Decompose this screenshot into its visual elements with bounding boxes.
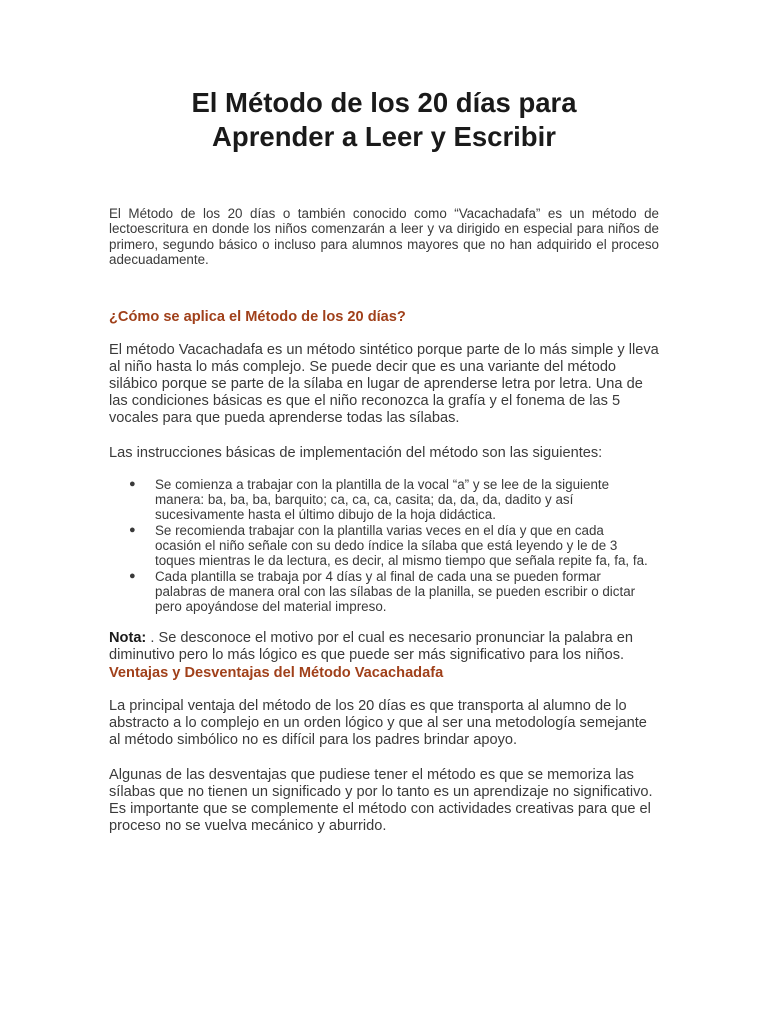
title-line-2: Aprender a Leer y Escribir: [212, 121, 556, 152]
note-paragraph: [109, 630, 659, 664]
section-heading-pros-cons: Ventajas y Desventajas del Método Vacachadafa: [109, 664, 444, 681]
list-item: [109, 477, 659, 523]
list-item: [109, 569, 659, 615]
instructions-list: [109, 477, 659, 615]
body-paragraph-2: Las instrucciones básicas de implementación del método son las siguientes:: [109, 444, 603, 461]
bullet-icon: ●: [129, 523, 136, 536]
bullet-icon: ●: [129, 569, 136, 582]
bullet-icon: ●: [129, 477, 136, 490]
note-label: Nota:: [109, 629, 147, 646]
section-heading-how-to-apply: ¿Cómo se aplica el Método de los 20 días?: [109, 308, 406, 325]
body-paragraph-1: El método Vacachadafa es un método sintético porque parte de lo más simple y lleva al niño hasta lo más complejo. Se puede decir que es una variante del método silábico porque se parte de la sílaba en lugar de aprenderse letra por letra. Una de las condiciones básicas es que el niño reconozca la grafía y el fonema de las 5 vocales para que pueda aprenderse todas las sílabas.: [109, 341, 659, 427]
body-paragraph-3: La principal ventaja del método de los 20 días es que transporta al alumno de lo abstracto a lo complejo en un orden lógico y que al ser una metodología semejante al método simbólico no es difícil para los padres brindar apoyo.: [109, 697, 647, 749]
document-page: [109, 86, 659, 835]
note-text: . Se desconoce el motivo por el cual es necesario pronunciar la palabra en diminutivo pero lo más lógico es que puede ser más significativo para los niños.: [109, 629, 634, 663]
list-item-text: Se comienza a trabajar con la plantilla de la vocal “a” y se lee de la siguiente manera: ba, ba, ba, barquito; ca, ca, ca, casita; da, da, da, dadito y así sucesivamente hasta el último dibujo de la hoja didáctica.: [155, 476, 610, 523]
body-paragraph-4: Algunas de las desventajas que pudiese tener el método es que se memoriza las sílabas que no tienen un significado y por lo tanto es un aprendizaje no significativo. Es importante que se complemente el método con actividades creativas para que el proceso no se vuelva mecánico y aburrido.: [109, 766, 653, 835]
list-item: [109, 523, 659, 569]
title-line-1: El Método de los 20 días para: [191, 87, 577, 118]
list-item-text: Cada plantilla se trabaja por 4 días y al final de cada una se pueden formar palabras de manera oral con las sílabas de la planilla, se pueden escribir o dictar pero apoyándose del material impreso.: [155, 568, 636, 615]
list-item-text: Se recomienda trabajar con la plantilla varias veces en el día y que en cada ocasión el niño señale con su dedo índice la sílaba que está leyendo y le de 3 toques mientras le da lectura, es decir, al mismo tiempo que señala repite fa, fa, fa.: [155, 522, 648, 569]
intro-paragraph: El Método de los 20 días o también conocido como “Vacachadafa” es un método de lectoescritura en donde los niños comenzarán a leer y va dirigido en especial para niños de primero, segundo básico o incluso para alumnos mayores que no han adquirido el proceso adecuadamente.: [109, 206, 659, 268]
document-title: [109, 86, 659, 154]
